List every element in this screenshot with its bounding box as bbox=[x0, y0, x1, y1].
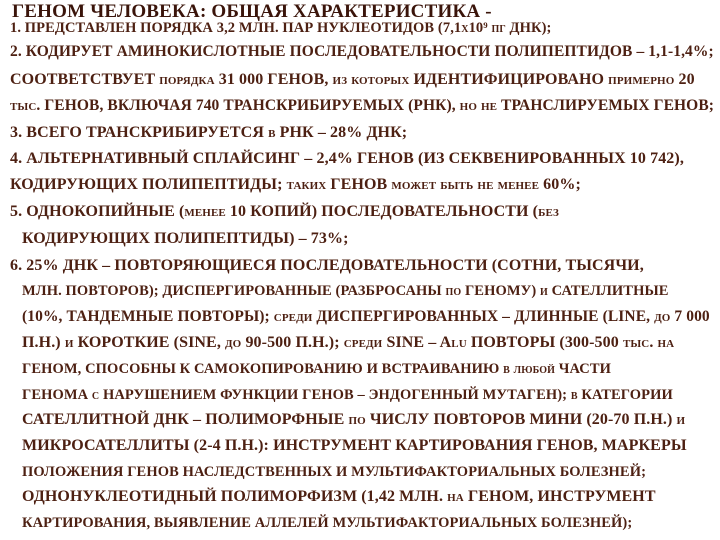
text-line-15: ГЕНОМА с НАРУШЕНИЕМ ФУНКЦИИ ГЕНОВ – ЭНДОГЕННЫЙ МУТАГЕН); в КАТЕГОРИИ bbox=[22, 387, 673, 403]
text-line-19: ОДНОНУКЛЕОТИДНЫЙ ПОЛИМОРФИЗМ (1,42 МЛН. на ГЕНОМ, ИНСТРУМЕНТ bbox=[22, 488, 656, 505]
text-line-10: 6. 25% ДНК – ПОВТОРЯЮЩИЕСЯ ПОСЛЕДОВАТЕЛЬНОСТИ (СОТНИ, ТЫСЯЧИ, bbox=[10, 257, 644, 274]
text-line-7: КОДИРУЮЩИХ ПОЛИПЕПТИДЫ; таких ГЕНОВ может быть не менее 60%; bbox=[10, 176, 581, 193]
slide-title: ГЕНОМ ЧЕЛОВЕКА: ОБЩАЯ ХАРАКТЕРИСТИКА - bbox=[12, 1, 492, 22]
text-line-17: МИКРОСАТЕЛЛИТЫ (2-4 П.Н.): ИНСТРУМЕНТ КАРТИРОВАНИЯ ГЕНОВ, МАРКЕРЫ bbox=[22, 437, 687, 454]
text-line-8: 5. ОДНОКОПИЙНЫЕ (менее 10 КОПИЙ) ПОСЛЕДОВАТЕЛЬНОСТИ (без bbox=[10, 203, 559, 220]
text-line-16: САТЕЛЛИТНОЙ ДНК – ПОЛИМОРФНЫЕ по ЧИСЛУ ПОВТОРОВ МИНИ (20-70 П.Н.) и bbox=[22, 411, 686, 428]
text-line-13: П.Н.) и КОРОТКИЕ (SINE, до 90-500 П.Н.); среди SINE – Alu ПОВТОРЫ (300-500 тыс. на bbox=[22, 334, 675, 351]
text-line-5: 3. ВСЕГО ТРАНСКРИБИРУЕТСЯ в РНК – 28% ДНК; bbox=[10, 124, 408, 141]
text-line-20: КАРТИРОВАНИЯ, ВЫЯВЛЕНИЕ АЛЛЕЛЕЙ МУЛЬТИФАКТОРИАЛЬНЫХ БОЛЕЗНЕЙ); bbox=[22, 515, 633, 531]
text-line-14: ГЕНОМ, СПОСОБНЫ К САМОКОПИРОВАНИЮ И ВСТРАИВАНИЮ в любой ЧАСТИ bbox=[22, 361, 612, 377]
text-line-9: КОДИРУЮЩИХ ПОЛИПЕПТИДЫ) – 73%; bbox=[22, 230, 349, 247]
text-line-12: (10%, ТАНДЕМНЫЕ ПОВТОРЫ); среди ДИСПЕРГИРОВАННЫХ – ДЛИННЫЕ (LINE, до 7 000 bbox=[22, 308, 710, 325]
text-line-11: МЛН. ПОВТОРОВ); ДИСПЕРГИРОВАННЫЕ (РАЗБРОСАНЫ по ГЕНОМУ) и САТЕЛЛИТНЫЕ bbox=[22, 283, 669, 299]
text-line-1: 1. ПРЕДСТАВЛЕН ПОРЯДКА 3,2 МЛН. ПАР НУКЛЕОТИДОВ (7,1x10⁹ пг ДНК); bbox=[10, 20, 552, 36]
text-line-3: СООТВЕТСТВУЕТ порядка 31 000 ГЕНОВ, из которых ИДЕНТИФИЦИРОВАНО примерно 20 bbox=[10, 71, 695, 88]
text-line-4: тыс. ГЕНОВ, ВКЛЮЧАЯ 740 ТРАНСКРИБИРУЕМЫХ (РНК), но не ТРАНСЛИРУЕМЫХ ГЕНОВ; bbox=[10, 97, 715, 114]
text-line-2: 2. КОДИРУЕТ АМИНОКИСЛОТНЫЕ ПОСЛЕДОВАТЕЛЬНОСТИ ПОЛИПЕПТИДОВ – 1,1-1,4%; bbox=[10, 43, 714, 60]
text-line-18: ПОЛОЖЕНИЯ ГЕНОВ НАСЛЕДСТВЕННЫХ И МУЛЬТИФАКТОРИАЛЬНЫХ БОЛЕЗНЕЙ; bbox=[22, 464, 647, 480]
text-line-6: 4. АЛЬТЕРНАТИВНЫЙ СПЛАЙСИНГ – 2,4% ГЕНОВ (ИЗ СЕКВЕНИРОВАННЫХ 10 742), bbox=[10, 150, 684, 167]
